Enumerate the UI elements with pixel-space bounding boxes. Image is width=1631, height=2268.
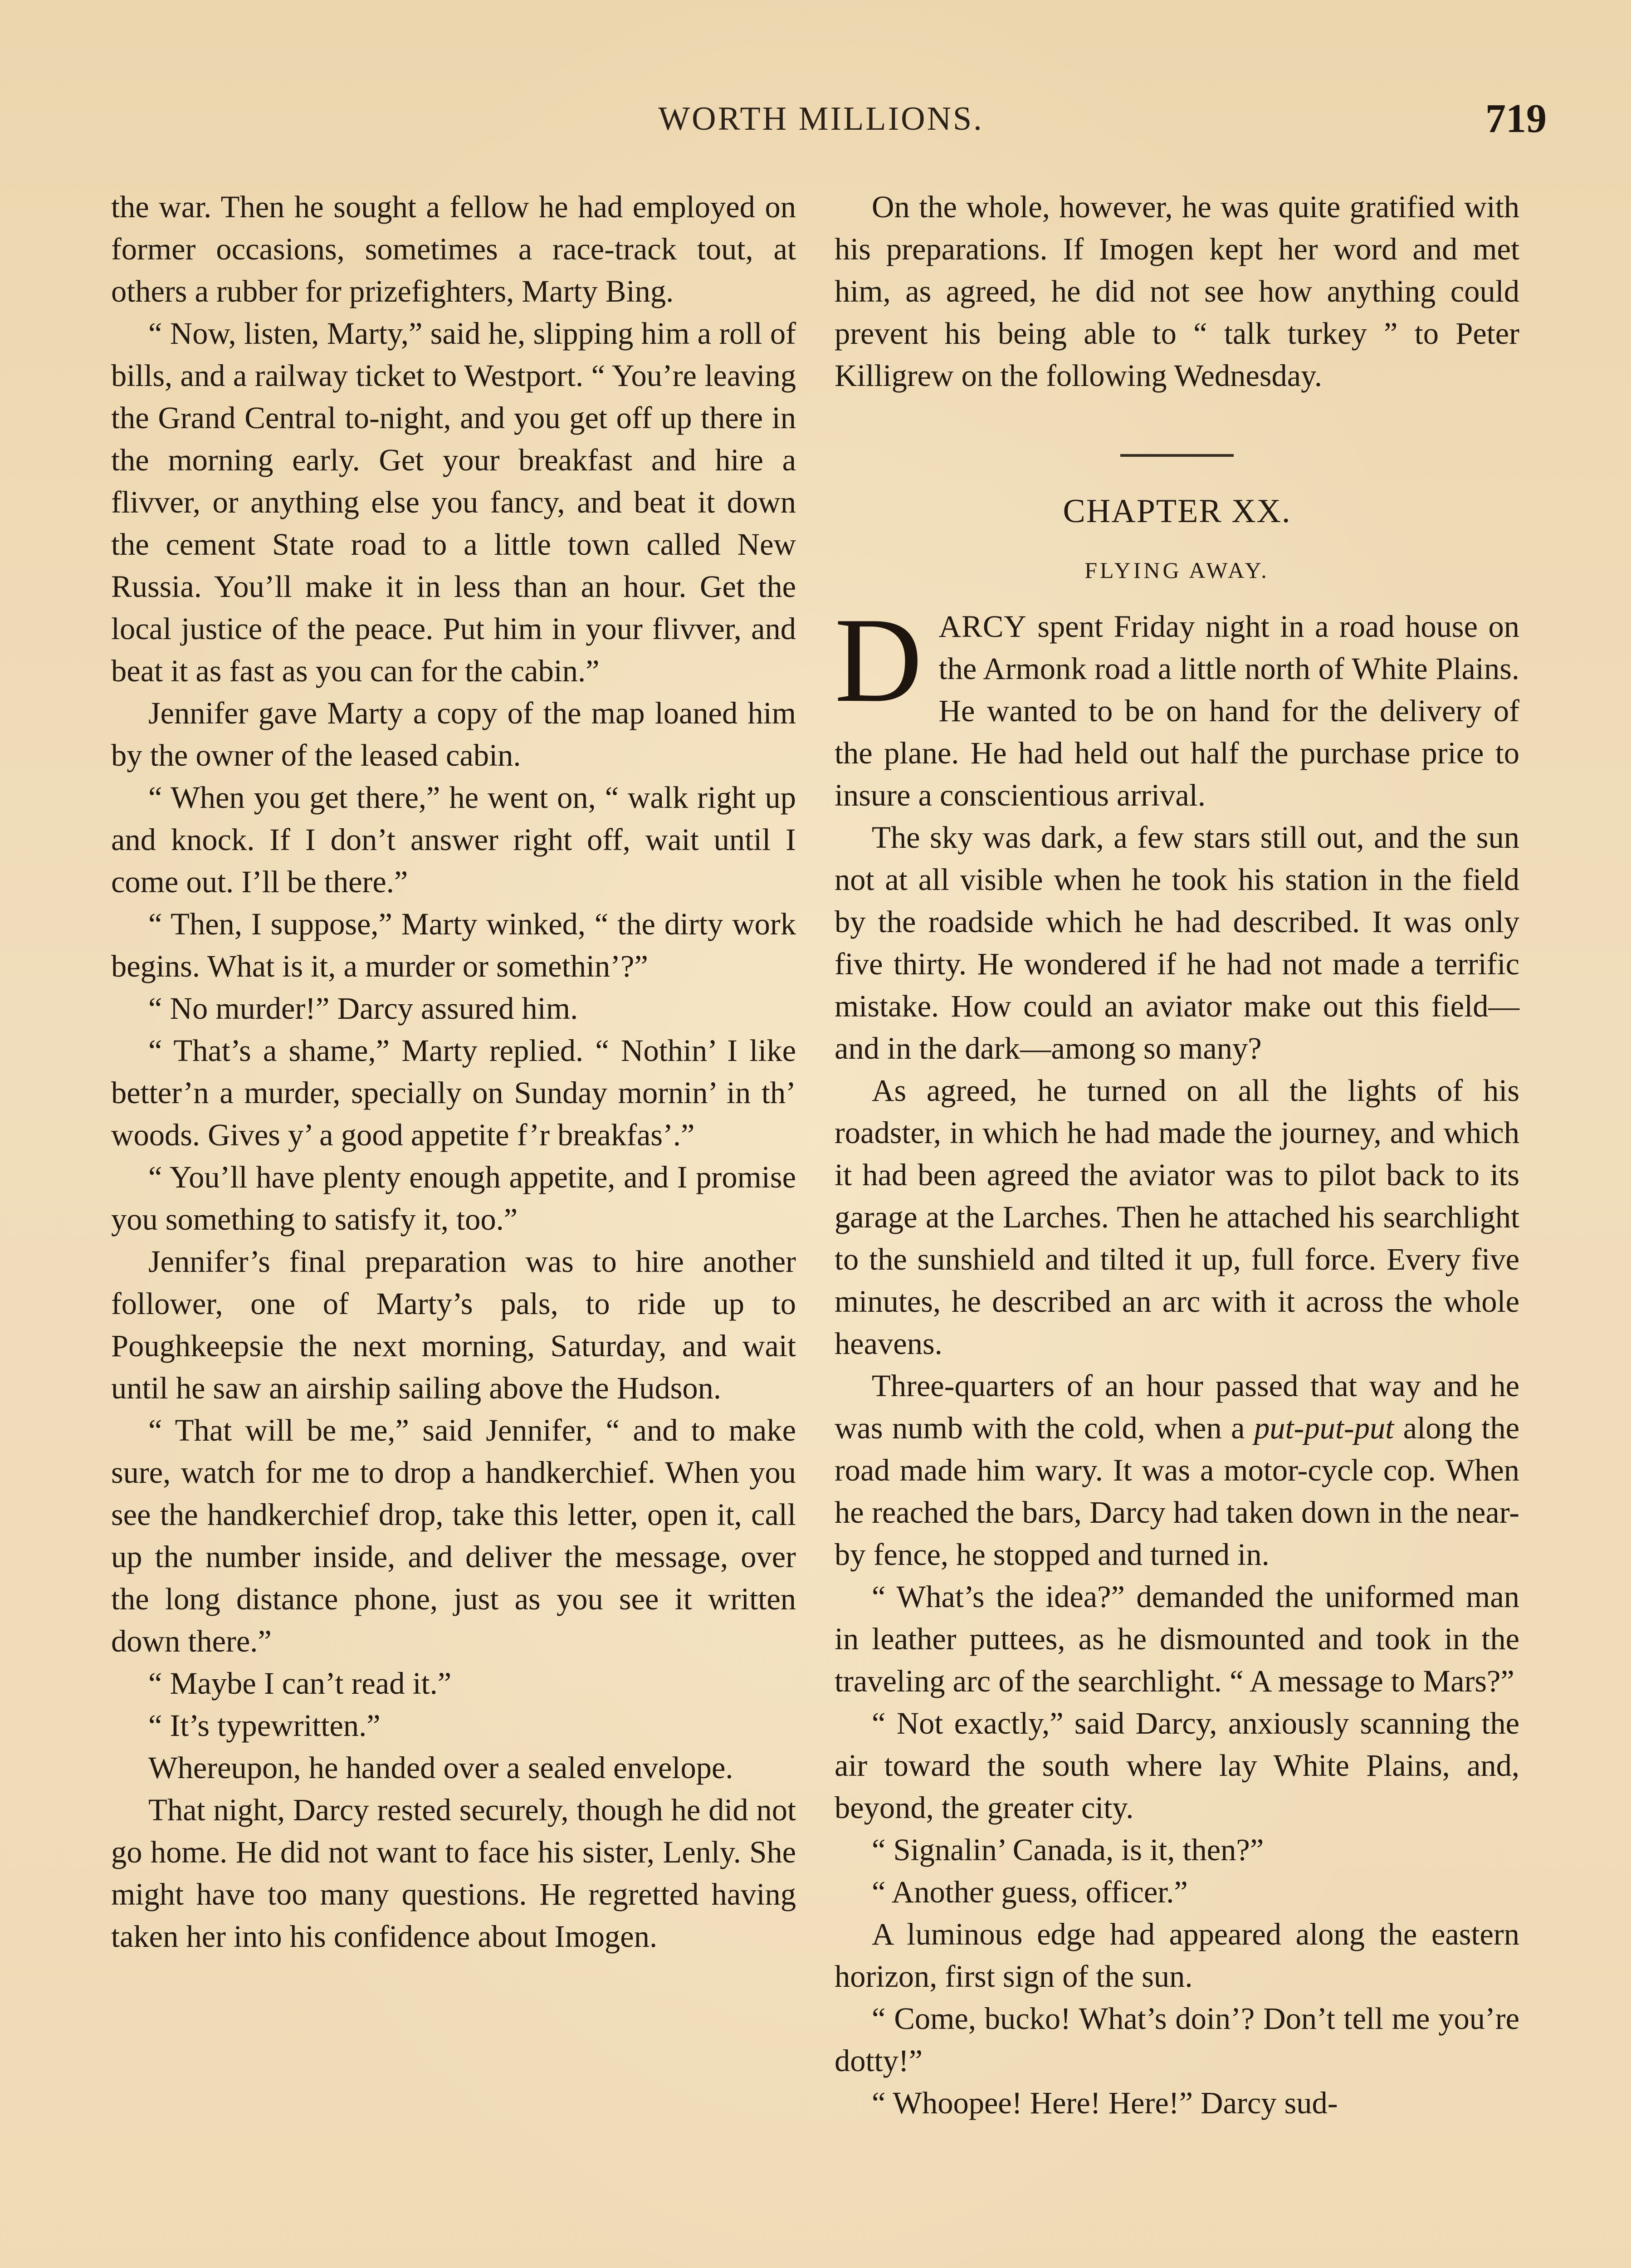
paragraph: Jennifer’s final preparation was to hire another follower, one of Marty’s pals, to ride up to Poughkeepsie the next morning, Saturday, and wait until he saw an airship sailing above the Hudson. — [111, 1244, 796, 1405]
paragraph: “ Then, I suppose,” Marty winked, “ the dirty work begins. What is it, a murder or somethin’?” — [111, 907, 796, 983]
text-run: Three-quarters of an hour passed that way and he was numb with the cold, when a — [835, 1369, 1519, 1445]
paragraph: On the whole, however, he was quite gratified with his preparations. If Imogen kept her word and met him, as agreed, he did not see how anything could prevent his being able to “ talk turkey ” to Peter Killigrew on the following Wednesday. — [835, 190, 1519, 393]
paragraph: “ What’s the idea?” demanded the uniformed man in leather puttees, as he dismounted and took in the traveling arc of the searchlight. “ A message to Mars?” — [835, 1579, 1519, 1698]
paragraph: “ That will be me,” said Jennifer, “ and to make sure, watch for me to drop a handkerchief. When you see the handkerchief drop, take this letter, open it, call up the number inside, and deliver the message, over the long distance phone, just as you see it written down there.” — [111, 1413, 796, 1658]
paragraph: the war. Then he sought a fellow he had employed on former occasions, sometimes a race-track tout, at others a rubber for prizefighters, Marty Bing. — [111, 190, 796, 308]
paragraph: “ That’s a shame,” Marty replied. “ Nothin’ I like better’n a murder, specially on Sunday mornin’ in th’ woods. Gives y’ a good appetite f’r breakfas’.” — [111, 1033, 796, 1152]
drop-cap: D — [835, 592, 923, 727]
running-head: WORTH MILLIONS. — [658, 100, 984, 137]
paragraph: “ Not exactly,” said Darcy, anxiously scanning the air toward the south where lay White Plains, and, beyond, the greater city. — [835, 1706, 1519, 1825]
paragraph — [835, 1365, 1519, 1576]
paragraph: “ You’ll have plenty enough appetite, and I promise you something to satisfy it, too.” — [111, 1160, 796, 1237]
paragraph: Jennifer gave Marty a copy of the map loaned him by the owner of the leased cabin. — [111, 696, 796, 772]
chapter-subtitle: FLYING AWAY. — [1084, 557, 1270, 583]
paragraph: A luminous edge had appeared along the eastern horizon, first sign of the sun. — [835, 1917, 1519, 1994]
chapter-opening-paragraph — [835, 592, 1519, 816]
paragraph: “ It’s typewritten.” — [148, 1708, 381, 1743]
right-column — [835, 186, 1519, 2124]
paragraph: The sky was dark, a few stars still out, and the sun not at all visible when he took his station in the field by the roadside which he had described. It was only five thirty. He wondered if he had not made a terrific mistake. How could an aviator make out this field—and in the dark—among so many? — [835, 820, 1519, 1066]
page-number: 719 — [1485, 96, 1547, 141]
paragraph: “ Whoopee! Here! Here!” Darcy sud- — [872, 2086, 1338, 2120]
left-column — [111, 186, 796, 1958]
section-divider — [1120, 454, 1234, 457]
opening-text: spent Friday night in a road house on the Armonk road a little north of White Plains. He wanted to be on hand for the delivery of the plane. He had held out half the purchase price to insure a conscientious arrival. — [835, 609, 1519, 812]
paragraph: “ When you get there,” he went on, “ walk right up and knock. If I don’t answer right off, wait until I come out. I’ll be there.” — [111, 780, 796, 899]
paragraph: Whereupon, he handed over a sealed envelope. — [148, 1750, 733, 1785]
text-run: along the road made him wary. It was a motor-cycle cop. When he reached the bars, Darcy had taken down in the near-by fence, he stopped and turned in. — [835, 1411, 1519, 1572]
opening-caps: ARCY — [938, 609, 1027, 644]
italic-text: put-put-put — [1254, 1411, 1394, 1445]
paragraph: That night, Darcy rested securely, though he did not go home. He did not want to face his sister, Lenly. She might have too many questions. He regretted having taken her into his confidence about Imogen. — [111, 1793, 796, 1954]
chapter-title: CHAPTER XX. — [1063, 493, 1291, 530]
paragraph: “ Come, bucko! What’s doin’? Don’t tell me you’re dotty!” — [835, 2001, 1519, 2078]
paragraph: “ No murder!” Darcy assured him. — [148, 991, 578, 1026]
paragraph: As agreed, he turned on all the lights of his roadster, in which he had made the journey, and which it had been agreed the aviator was to pilot back to its garage at the Larches. Then he attached his searchlight to the sunshield and tilted it up, full force. Every five minutes, he described an arc with it across the whole heavens. — [835, 1073, 1519, 1361]
paragraph: “ Now, listen, Marty,” said he, slipping him a roll of bills, and a railway ticket to Westport. “ You’re leaving the Grand Central to-night, and you get off up there in the morning early. Get your breakfast and hire a flivver, or anything else you fancy, and beat it down the cement State road to a little town called New Russia. You’ll make it in less than an hour. Get the local justice of the peace. Put him in your flivver, and beat it as fast as you can for the cabin.” — [111, 316, 796, 688]
paragraph: “ Another guess, officer.” — [872, 1875, 1188, 1909]
paragraph: “ Maybe I can’t read it.” — [148, 1666, 452, 1701]
paragraph: “ Signalin’ Canada, is it, then?” — [872, 1833, 1264, 1867]
